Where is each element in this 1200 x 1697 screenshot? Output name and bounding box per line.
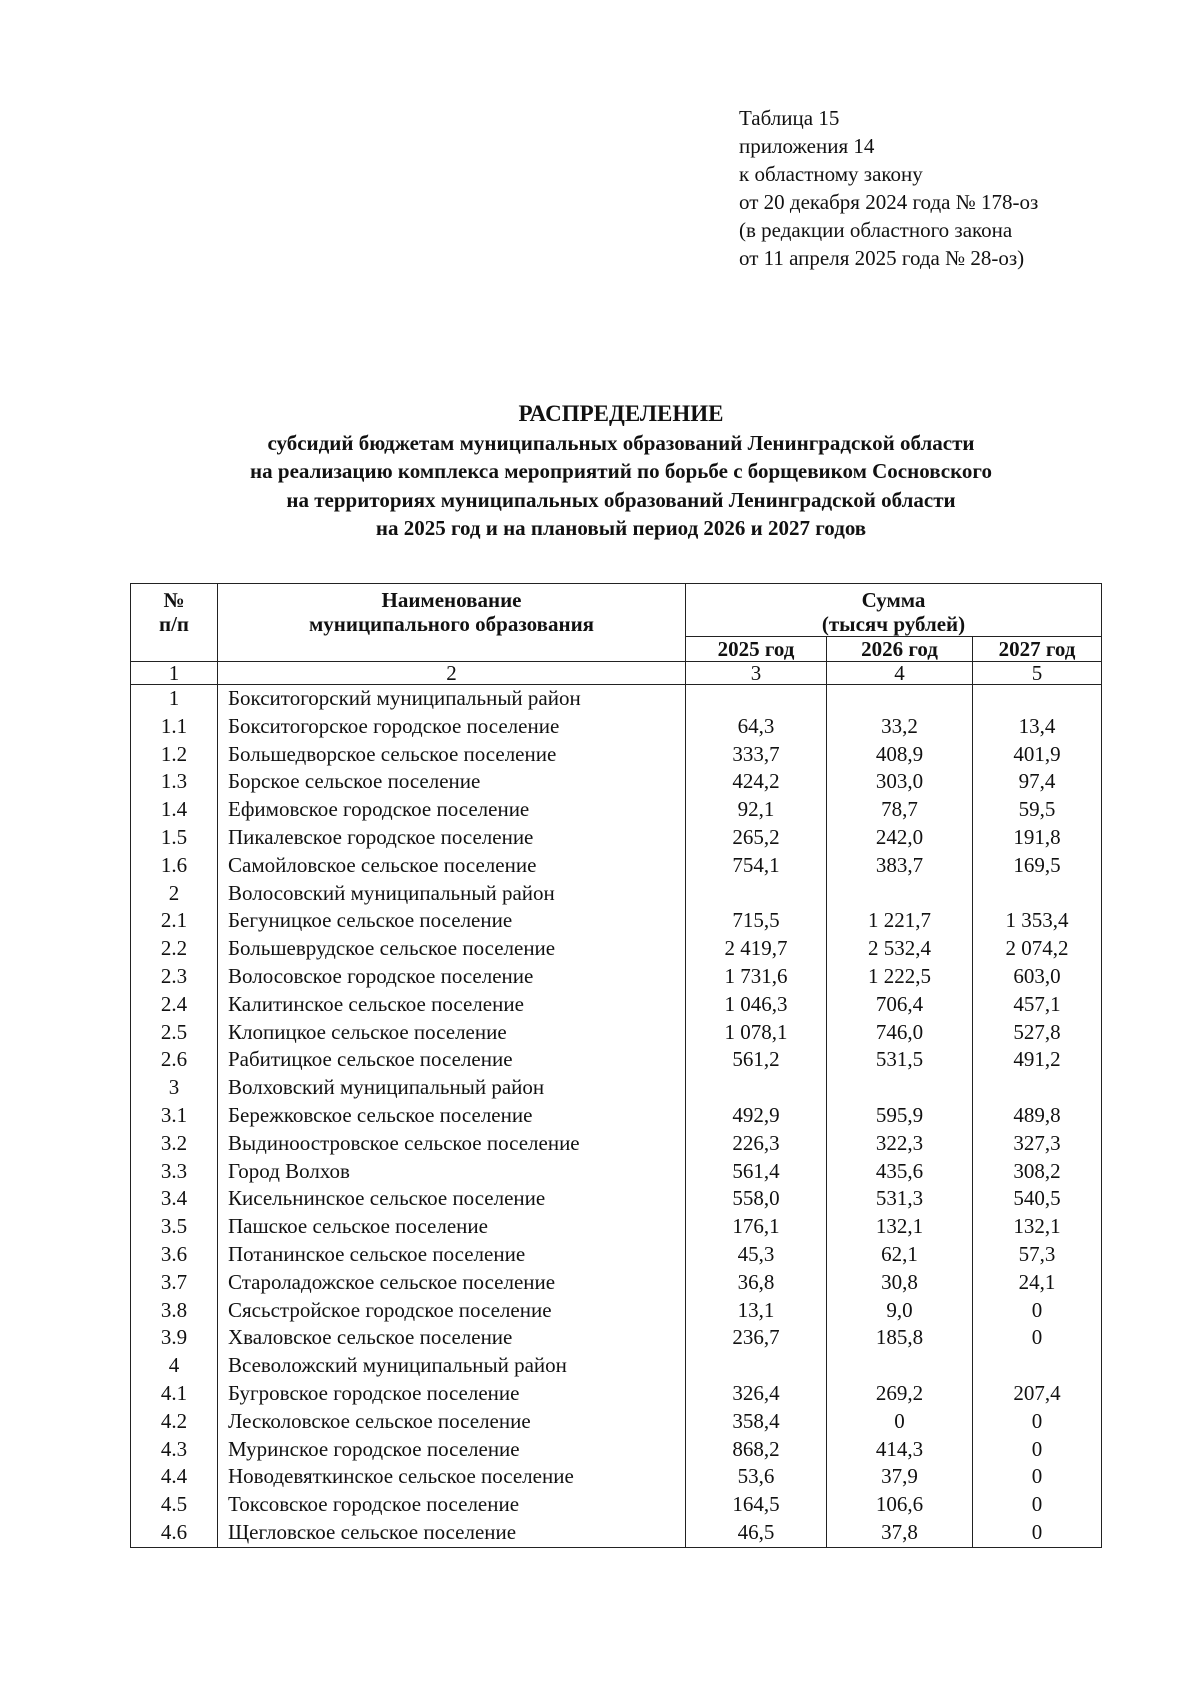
row-number: 1.6 [131,852,218,880]
table-row [131,1269,1102,1297]
row-name: Волосовский муниципальный район [218,880,686,908]
value-2027: 0 [973,1491,1102,1519]
table-row [131,1324,1102,1352]
row-name: Борское сельское поселение [218,768,686,796]
value-2025 [686,1074,827,1102]
table-row [131,768,1102,796]
row-number: 4.3 [131,1436,218,1464]
value-2025 [686,1352,827,1380]
value-2026 [827,1074,973,1102]
table-row [131,935,1102,963]
value-2027: 0 [973,1324,1102,1352]
value-2025: 326,4 [686,1380,827,1408]
value-2025: 558,0 [686,1185,827,1213]
row-name: Токсовское городское поселение [218,1491,686,1519]
table-row [131,1463,1102,1491]
value-2026: 595,9 [827,1102,973,1130]
value-2027: 491,2 [973,1046,1102,1074]
row-name: Калитинское сельское поселение [218,991,686,1019]
value-2027: 2 074,2 [973,935,1102,963]
header-2027: 2027 год [973,637,1102,662]
value-2026 [827,685,973,713]
row-name: Волосовское городское поселение [218,963,686,991]
value-2027 [973,685,1102,713]
title-line: субсидий бюджетам муниципальных образований Ленинградской области [267,430,975,455]
value-2026: 37,9 [827,1463,973,1491]
row-number: 1.4 [131,796,218,824]
value-2027: 0 [973,1408,1102,1436]
row-name: Всеволожский муниципальный район [218,1352,686,1380]
value-2027 [973,1074,1102,1102]
value-2027: 489,8 [973,1102,1102,1130]
row-name: Бугровское городское поселение [218,1380,686,1408]
header-sum [686,584,1102,637]
header-name-line: муниципального образования [308,612,595,636]
document-title [0,400,1200,543]
column-number: 4 [827,662,973,685]
row-number: 4.4 [131,1463,218,1491]
table-row [131,1213,1102,1241]
table-row [131,880,1102,908]
table-row [131,1352,1102,1380]
value-2025: 226,3 [686,1130,827,1158]
table-row [131,1519,1102,1547]
value-2026: 1 222,5 [827,963,973,991]
column-number: 2 [218,662,686,685]
value-2025: 424,2 [686,768,827,796]
row-name: Кисельнинское сельское поселение [218,1185,686,1213]
value-2026: 746,0 [827,1019,973,1047]
row-number: 2.6 [131,1046,218,1074]
value-2025: 1 078,1 [686,1019,827,1047]
table-row [131,1130,1102,1158]
value-2025: 64,3 [686,713,827,741]
value-2026: 78,7 [827,796,973,824]
value-2026: 435,6 [827,1158,973,1186]
title-line: на территориях муниципальных образований Ленинградской области [286,487,956,512]
value-2026: 303,0 [827,768,973,796]
value-2026: 106,6 [827,1491,973,1519]
value-2025: 53,6 [686,1463,827,1491]
reference-line: Таблица 15 [739,106,840,130]
title-line: на реализацию комплекса мероприятий по борьбе с борщевиком Сосновского [250,459,992,483]
value-2027: 327,3 [973,1130,1102,1158]
value-2025: 45,3 [686,1241,827,1269]
value-2026: 269,2 [827,1380,973,1408]
value-2027: 132,1 [973,1213,1102,1241]
row-name: Город Волхов [218,1158,686,1186]
row-number: 3.5 [131,1213,218,1241]
row-number: 3 [131,1074,218,1102]
value-2027: 401,9 [973,741,1102,769]
row-name: Клопицкое сельское поселение [218,1019,686,1047]
value-2026: 706,4 [827,991,973,1019]
value-2026: 132,1 [827,1213,973,1241]
table-row [131,963,1102,991]
table-row [131,1046,1102,1074]
table-row [131,1241,1102,1269]
value-2026: 414,3 [827,1436,973,1464]
table-row [131,1019,1102,1047]
value-2026: 37,8 [827,1519,973,1547]
value-2026: 408,9 [827,741,973,769]
row-name: Выдиноостровское сельское поселение [218,1130,686,1158]
value-2026: 531,3 [827,1185,973,1213]
value-2027: 24,1 [973,1269,1102,1297]
row-number: 2.4 [131,991,218,1019]
value-2027: 457,1 [973,991,1102,1019]
subsidy-table [130,583,1102,1548]
value-2027: 97,4 [973,768,1102,796]
row-name: Лесколовское сельское поселение [218,1408,686,1436]
value-2025: 2 419,7 [686,935,827,963]
row-number: 1.5 [131,824,218,852]
value-2027: 0 [973,1519,1102,1547]
row-name: Бокситогорское городское поселение [218,713,686,741]
row-name: Щегловское сельское поселение [218,1519,686,1547]
value-2027: 207,4 [973,1380,1102,1408]
column-number: 1 [131,662,218,685]
value-2027 [973,880,1102,908]
value-2025: 46,5 [686,1519,827,1547]
value-2026: 2 532,4 [827,935,973,963]
value-2025: 13,1 [686,1297,827,1325]
row-number: 4 [131,1352,218,1380]
row-name: Староладожское сельское поселение [218,1269,686,1297]
value-2025: 176,1 [686,1213,827,1241]
value-2027: 169,5 [973,852,1102,880]
row-name: Сясьстройское городское поселение [218,1297,686,1325]
value-2027: 0 [973,1297,1102,1325]
table-row [131,1074,1102,1102]
row-name: Пашское сельское поселение [218,1213,686,1241]
row-number: 3.4 [131,1185,218,1213]
value-2026: 0 [827,1408,973,1436]
row-name: Потанинское сельское поселение [218,1241,686,1269]
table-row [131,1102,1102,1130]
reference-line: (в редакции областного закона [739,218,1013,242]
table-row [131,713,1102,741]
row-number: 3.1 [131,1102,218,1130]
value-2026: 383,7 [827,852,973,880]
reference-line: от 20 декабря 2024 года № 178-оз [739,190,1039,214]
header-num-line: п/п [158,612,190,636]
value-2025 [686,685,827,713]
row-number: 4.2 [131,1408,218,1436]
value-2027: 540,5 [973,1185,1102,1213]
row-name: Бокситогорский муниципальный район [218,685,686,713]
value-2025: 561,2 [686,1046,827,1074]
header-name-line: Наименование [381,588,522,612]
table-row [131,1297,1102,1325]
row-number: 3.9 [131,1324,218,1352]
value-2025: 92,1 [686,796,827,824]
row-name: Бегуницкое сельское поселение [218,907,686,935]
row-number: 2.5 [131,1019,218,1047]
row-number: 1.1 [131,713,218,741]
value-2026: 33,2 [827,713,973,741]
column-number-row [131,662,1102,685]
value-2025: 265,2 [686,824,827,852]
value-2025: 754,1 [686,852,827,880]
document-reference [739,104,1038,272]
row-number: 3.6 [131,1241,218,1269]
title-main: РАСПРЕДЕЛЕНИЕ [518,401,724,426]
value-2026 [827,1352,973,1380]
row-number: 2.3 [131,963,218,991]
value-2026: 322,3 [827,1130,973,1158]
row-name: Хваловское сельское поселение [218,1324,686,1352]
value-2025: 1 046,3 [686,991,827,1019]
row-name: Большедворское сельское поселение [218,741,686,769]
row-number: 2.2 [131,935,218,963]
row-number: 1.2 [131,741,218,769]
row-name: Волховский муниципальный район [218,1074,686,1102]
row-name: Пикалевское городское поселение [218,824,686,852]
header-sum-line: Сумма [861,588,926,612]
table-row [131,1158,1102,1186]
value-2025: 236,7 [686,1324,827,1352]
value-2027: 0 [973,1436,1102,1464]
reference-line: от 11 апреля 2025 года № 28-оз) [739,246,1025,270]
row-number: 2.1 [131,907,218,935]
value-2027: 59,5 [973,796,1102,824]
reference-line: к областному закону [739,162,923,186]
value-2026 [827,880,973,908]
value-2025: 868,2 [686,1436,827,1464]
value-2025: 333,7 [686,741,827,769]
row-name: Новодевяткинское сельское поселение [218,1463,686,1491]
value-2027 [973,1352,1102,1380]
header-2026: 2026 год [827,637,973,662]
value-2025: 358,4 [686,1408,827,1436]
column-number: 5 [973,662,1102,685]
row-number: 3.2 [131,1130,218,1158]
row-number: 3.3 [131,1158,218,1186]
value-2025: 36,8 [686,1269,827,1297]
value-2027: 527,8 [973,1019,1102,1047]
value-2026: 185,8 [827,1324,973,1352]
header-num-line: № [163,588,185,612]
row-number: 4.6 [131,1519,218,1547]
row-name: Ефимовское городское поселение [218,796,686,824]
column-number: 3 [686,662,827,685]
table-row [131,1491,1102,1519]
header-2025: 2025 год [686,637,827,662]
table-row [131,824,1102,852]
header-name [218,584,686,662]
table-row [131,741,1102,769]
row-number: 2 [131,880,218,908]
value-2025: 164,5 [686,1491,827,1519]
table-row [131,991,1102,1019]
value-2027: 57,3 [973,1241,1102,1269]
value-2026: 30,8 [827,1269,973,1297]
value-2025: 715,5 [686,907,827,935]
row-number: 3.7 [131,1269,218,1297]
table-row [131,1408,1102,1436]
reference-line: приложения 14 [739,134,875,158]
header-sum-line: (тысяч рублей) [821,612,966,636]
row-number: 4.5 [131,1491,218,1519]
value-2025: 1 731,6 [686,963,827,991]
value-2026: 62,1 [827,1241,973,1269]
table-row [131,907,1102,935]
header-num [131,584,218,662]
table-row [131,685,1102,713]
value-2027: 0 [973,1463,1102,1491]
row-number: 3.8 [131,1297,218,1325]
row-name: Рабитицкое сельское поселение [218,1046,686,1074]
row-name: Муринское городское поселение [218,1436,686,1464]
value-2027: 308,2 [973,1158,1102,1186]
title-line: на 2025 год и на плановый период 2026 и 2027 годов [375,516,867,540]
row-name: Самойловское сельское поселение [218,852,686,880]
value-2026: 9,0 [827,1297,973,1325]
value-2025 [686,880,827,908]
value-2026: 1 221,7 [827,907,973,935]
row-name: Большеврудское сельское поселение [218,935,686,963]
row-number: 1.3 [131,768,218,796]
value-2027: 13,4 [973,713,1102,741]
value-2027: 1 353,4 [973,907,1102,935]
table-row [131,1380,1102,1408]
table-row [131,796,1102,824]
table-row [131,1185,1102,1213]
table-row [131,1436,1102,1464]
row-name: Бережковское сельское поселение [218,1102,686,1130]
value-2027: 603,0 [973,963,1102,991]
value-2026: 531,5 [827,1046,973,1074]
value-2027: 191,8 [973,824,1102,852]
value-2026: 242,0 [827,824,973,852]
row-number: 1 [131,685,218,713]
value-2025: 561,4 [686,1158,827,1186]
row-number: 4.1 [131,1380,218,1408]
value-2025: 492,9 [686,1102,827,1130]
table-row [131,852,1102,880]
